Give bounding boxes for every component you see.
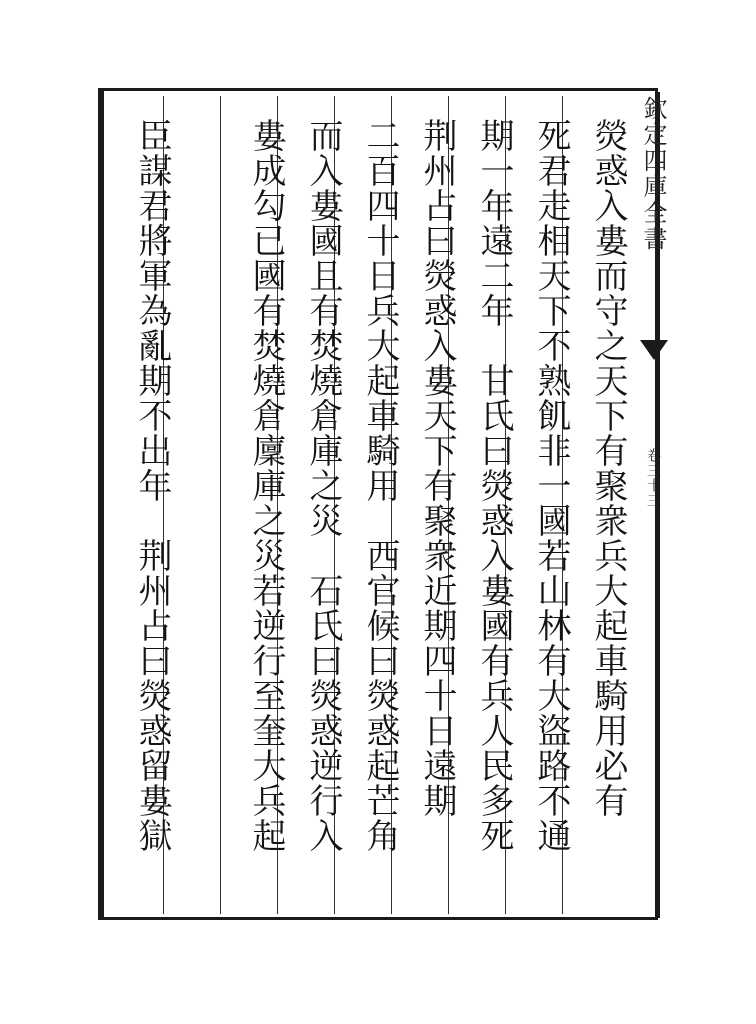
text-column-7: 婁成勾已國有焚燒倉廩庫之災若逆行至奎大兵起	[246, 118, 286, 853]
volume-number: 卷三十三	[645, 448, 661, 508]
text-column-3: 期一年遠二年 甘氏曰熒惑入婁國有兵人民多死	[474, 118, 514, 853]
column-rule	[220, 96, 221, 914]
text-column-1: 熒惑入婁而守之天下有聚衆兵大起車騎用必有	[588, 118, 628, 818]
book-title-margin: 欽定四庫全書	[639, 96, 667, 252]
text-column-4: 荆州占曰熒惑入婁天下有聚衆近期四十日遠期	[417, 118, 457, 818]
fish-tail-mark-top	[640, 340, 668, 360]
text-column-2: 死君走相天下不熟飢非一國若山林有大盜路不通	[531, 118, 571, 853]
text-column-6: 而入婁國且有焚燒倉庫之災 石氏曰熒惑逆行入	[303, 118, 343, 853]
text-column-8: 臣謀君將軍為亂期不出年 荆州占曰熒惑留婁獄	[132, 118, 172, 853]
text-column-5: 二百四十日兵大起車騎用 西官候曰熒惑起芒角	[360, 118, 400, 853]
